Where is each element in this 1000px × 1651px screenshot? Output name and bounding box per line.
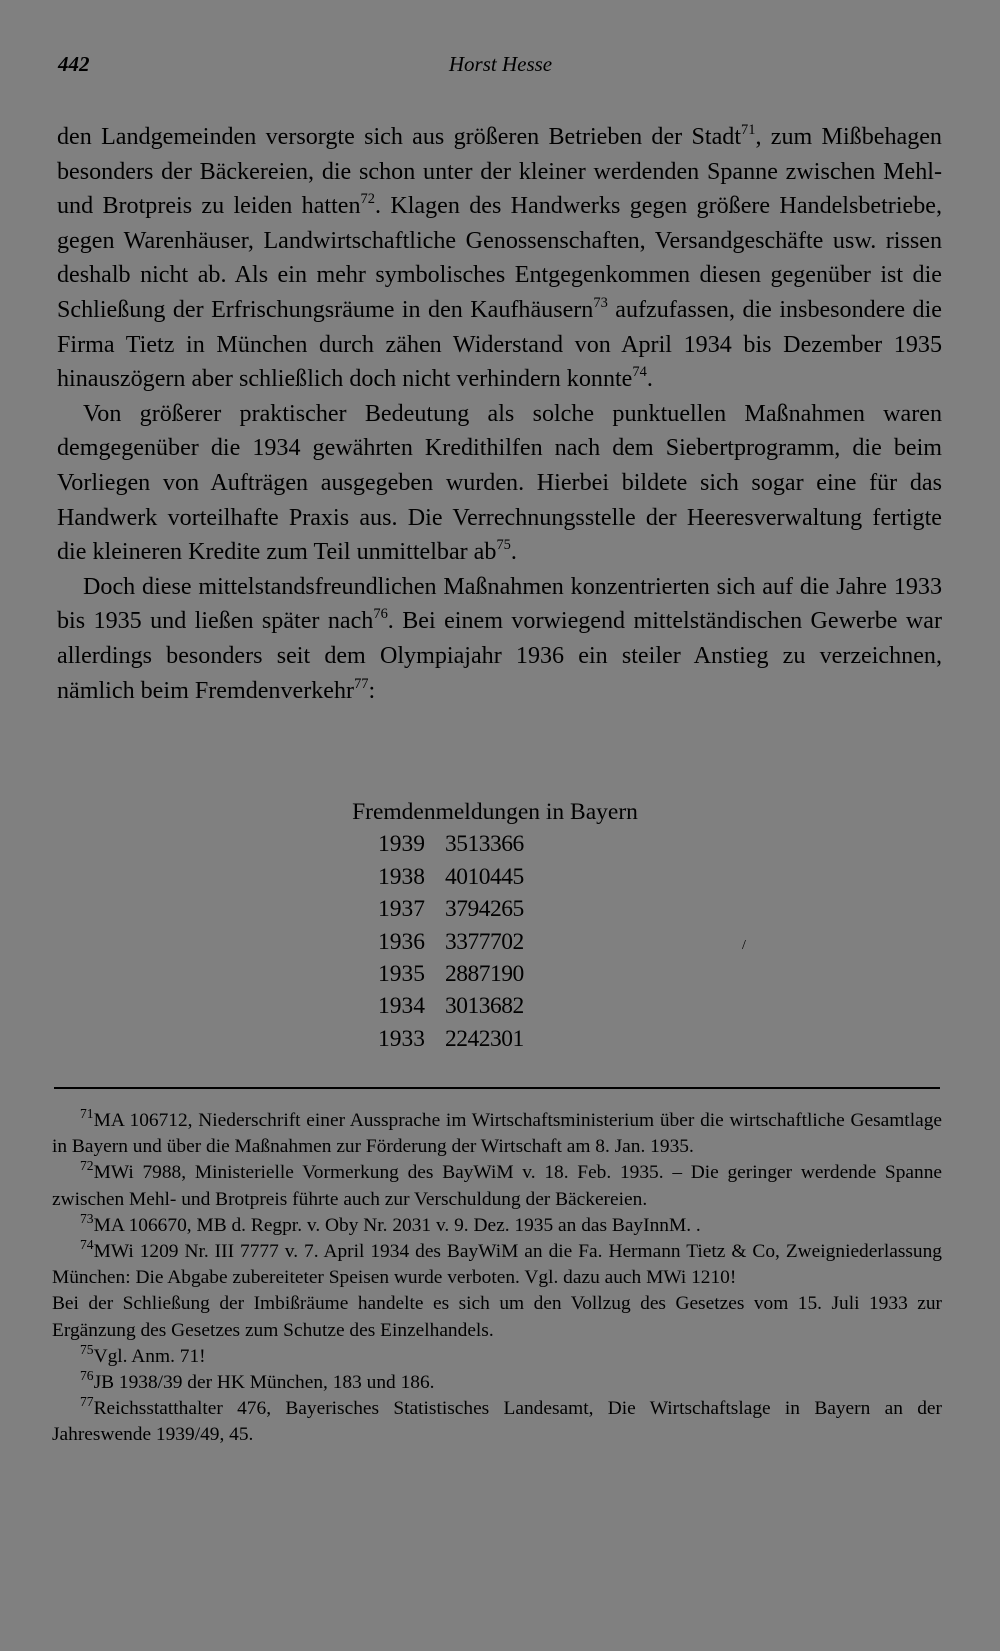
table-row: [330, 1023, 660, 1055]
footnote-reference[interactable]: 77: [354, 675, 369, 692]
year-cell: 1935: [378, 961, 425, 988]
paragraph-text: aufzufassen, die insbesondere die Firma Tietz in München durch zähen Widerstand von April 1934 bis Dezember 1935 hinauszögern aber schließlich doch nicht verhindern konnte: [57, 296, 942, 393]
table-row: [330, 958, 660, 990]
table-body: [330, 828, 660, 1055]
count-cell: 2242301: [445, 1025, 524, 1052]
table-row: [330, 990, 660, 1022]
footnote-text: Reichsstatthalter 476, Bayerisches Statistisches Landesamt, Die Wirtschaftslage in Bayern an der Jahreswende 1939/49, 45.: [52, 1398, 942, 1446]
paragraph-text: den Landgemeinden versorgte sich aus größeren Betrieben der Stadt: [57, 124, 742, 150]
count-cell: 3794265: [445, 896, 524, 923]
footnote-text: MWi 1209 Nr. III 7777 v. 7. April 1934 des BayWiM an die Fa. Hermann Tietz & Co, Zweigniederlassung München: Die Abgabe zubereiteter Speisen wurde verboten. Vgl. dazu auch MWi 1210!: [52, 1241, 942, 1289]
paragraph-text: :: [368, 677, 376, 704]
table-row: [330, 893, 660, 925]
footnote: [52, 1341, 942, 1370]
paragraph-text: . Klagen des Handwerks gegen größere Handelsbetriebe, gegen Warenhäuser, Landwirtschaftliche Genossenschaften, Versandgeschäfte usw. rissen deshalb nicht ab. Als ein mehr symbolisches Entgegenkommen diesen gegenüber ist die Schließung der Erfrischungsräume in den Kaufhäusern: [57, 193, 942, 323]
paragraph-text: . Bei einem vorwiegend mittelständischen Gewerbe war allerdings besonders seit dem Olympiajahr 1936 ein steiler Anstieg zu verzeichnen, nämlich beim Fremdenverkehr: [57, 608, 942, 704]
year-cell: 1934: [378, 993, 425, 1020]
footnote-text: MA 106712, Niederschrift einer Aussprache im Wirtschaftsministerium über die wirtschaftliche Gesamtlage in Bayern und über die Maßnahmen zur Förderung der Wirtschaft am 8. Jan. 1935.: [52, 1110, 942, 1158]
footnotes-section: [52, 1105, 942, 1449]
footnote: [52, 1291, 942, 1343]
footnote-text: MWi 7988, Ministerielle Vormerkung des BayWiM v. 18. Feb. 1935. – Die geringer werdende Spanne zwischen Mehl- und Brotpreis führte auch zur Verschuldung der Bäckereien.: [52, 1162, 942, 1210]
paragraph-text: .: [510, 539, 517, 566]
year-cell: 1939: [378, 831, 425, 858]
footnote-text: Vgl. Anm. 71!: [93, 1345, 206, 1367]
count-cell: 2887190: [445, 961, 524, 988]
footnote-text: Bei der Schließung der Imbißräume handelte es sich um den Vollzug des Gesetzes vom 15. Juli 1933 zur Ergänzung des Gesetzes zum Schutze des Einzelhandels.: [52, 1293, 942, 1341]
footnote-reference[interactable]: 71: [741, 121, 756, 138]
footnote-reference[interactable]: 76: [373, 606, 388, 623]
paragraph-text: , zum Mißbehagen besonders der Bäckereien, die schon unter der kleiner werdenden Spanne zwischen Mehl- und Brotpreis zu leiden hatten: [57, 124, 942, 220]
footnote-text: JB 1938/39 der HK München, 183 und 186.: [93, 1372, 435, 1394]
footnote-number: 73: [80, 1210, 94, 1226]
paragraph: [57, 120, 942, 397]
paragraph: [57, 570, 942, 708]
count-cell: 3013682: [445, 993, 524, 1020]
page-header: [58, 52, 943, 82]
stray-mark: /: [742, 938, 746, 953]
page-number: 442: [58, 52, 90, 76]
count-cell: 3377702: [445, 928, 524, 955]
table-row: [330, 861, 660, 893]
running-title: Horst Hesse: [448, 52, 553, 76]
table-row: [330, 926, 660, 958]
footnote-divider: [54, 1087, 940, 1089]
footnote: [52, 1160, 942, 1212]
footnote: [52, 1396, 942, 1448]
footnote-reference[interactable]: 74: [632, 364, 647, 381]
tourism-table: [330, 796, 660, 1055]
footnote-reference[interactable]: 72: [360, 191, 375, 208]
footnote: [52, 1236, 942, 1291]
footnote-number: 75: [80, 1341, 94, 1357]
count-cell: 4010445: [445, 863, 524, 890]
count-cell: 3513366: [445, 831, 524, 858]
footnote-number: 74: [80, 1236, 94, 1252]
table-row: [330, 828, 660, 860]
table-title: Fremdenmeldungen in Bayern: [352, 799, 638, 825]
footnote: [52, 1105, 942, 1160]
year-cell: 1938: [378, 863, 425, 890]
footnote-number: 77: [80, 1394, 94, 1410]
footnote: [52, 1367, 942, 1396]
footnote-text: MA 106670, MB d. Regpr. v. Oby Nr. 2031 v. 9. Dez. 1935 an das BayInnM. .: [93, 1214, 701, 1236]
year-cell: 1936: [378, 928, 425, 955]
footnote: [52, 1210, 942, 1239]
footnote-number: 76: [80, 1367, 94, 1383]
year-cell: 1933: [378, 1025, 425, 1052]
paragraph-text: Doch diese mittelstandsfreundlichen Maßnahmen konzentrierten sich auf die Jahre 1933 bis 1935 und ließen später nach: [57, 573, 942, 635]
body-text: [57, 120, 942, 708]
footnote-reference[interactable]: 75: [496, 537, 511, 554]
footnote-number: 72: [80, 1158, 94, 1174]
year-cell: 1937: [378, 896, 425, 923]
paragraph-text: .: [646, 366, 653, 393]
footnote-number: 71: [80, 1105, 94, 1121]
footnote-reference[interactable]: 73: [593, 294, 608, 311]
paragraph: [57, 397, 942, 570]
paragraph-text: Von größerer praktischer Bedeutung als solche punktuellen Maßnahmen waren demgegenüber die 1934 gewährten Kredithilfen nach dem Siebertprogramm, die beim Vorliegen von Aufträgen ausgegeben wurden. Hierbei bildete sich sogar eine für das Handwerk vorteilhafte Praxis aus. Die Verrechnungsstelle der Heeresverwaltung fertigte die kleineren Kredite zum Teil unmittelbar ab: [57, 400, 942, 566]
